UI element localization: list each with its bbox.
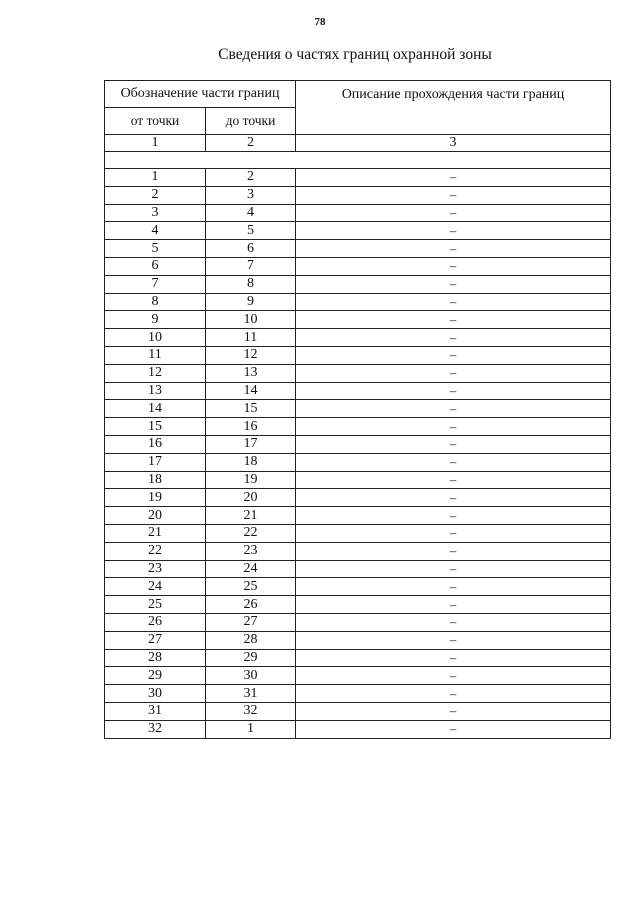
to-point-cell: 7 — [206, 257, 296, 275]
to-point-cell: 17 — [206, 435, 296, 453]
table-row — [105, 186, 611, 204]
description-cell: – — [296, 418, 611, 436]
to-point-cell: 9 — [206, 293, 296, 311]
table-row — [105, 720, 611, 738]
table-row — [105, 418, 611, 436]
to-point-cell: 28 — [206, 631, 296, 649]
from-point-cell: 15 — [105, 418, 206, 436]
column-number: 3 — [296, 135, 611, 152]
table-row — [105, 435, 611, 453]
to-point-cell: 13 — [206, 364, 296, 382]
table-row — [105, 507, 611, 525]
to-point-cell: 5 — [206, 222, 296, 240]
description-cell: – — [296, 204, 611, 222]
description-cell: – — [296, 667, 611, 685]
table-row — [105, 240, 611, 258]
table-row — [105, 204, 611, 222]
description-cell: – — [296, 720, 611, 738]
description-cell: – — [296, 489, 611, 507]
table-row — [105, 169, 611, 187]
description-cell: – — [296, 685, 611, 703]
description-cell: – — [296, 275, 611, 293]
table-row — [105, 222, 611, 240]
description-cell: – — [296, 471, 611, 489]
description-cell: – — [296, 311, 611, 329]
description-cell: – — [296, 400, 611, 418]
to-point-cell: 2 — [206, 169, 296, 187]
to-point-cell: 18 — [206, 453, 296, 471]
from-point-cell: 18 — [105, 471, 206, 489]
from-point-cell: 26 — [105, 613, 206, 631]
page-number: 78 — [314, 16, 326, 28]
description-cell: – — [296, 257, 611, 275]
description-cell: – — [296, 507, 611, 525]
from-point-cell: 17 — [105, 453, 206, 471]
from-point-cell: 27 — [105, 631, 206, 649]
table-row — [105, 542, 611, 560]
table-row — [105, 311, 611, 329]
empty-separator-row — [105, 152, 611, 169]
description-cell: – — [296, 453, 611, 471]
description-cell: – — [296, 702, 611, 720]
table-row — [105, 453, 611, 471]
description-cell: – — [296, 560, 611, 578]
description-cell: – — [296, 649, 611, 667]
header-to-point: до точки — [206, 108, 296, 135]
description-cell: – — [296, 382, 611, 400]
to-point-cell: 32 — [206, 702, 296, 720]
table-row — [105, 346, 611, 364]
description-cell: – — [296, 578, 611, 596]
column-number-row — [105, 135, 611, 152]
to-point-cell: 31 — [206, 685, 296, 703]
table-row — [105, 685, 611, 703]
from-point-cell: 14 — [105, 400, 206, 418]
boundary-parts-table — [104, 80, 611, 739]
from-point-cell: 3 — [105, 204, 206, 222]
description-cell: – — [296, 596, 611, 614]
table-row — [105, 489, 611, 507]
description-cell: – — [296, 524, 611, 542]
table-row — [105, 649, 611, 667]
description-cell: – — [296, 435, 611, 453]
table-row — [105, 293, 611, 311]
from-point-cell: 19 — [105, 489, 206, 507]
table-row — [105, 631, 611, 649]
table-row — [105, 524, 611, 542]
from-point-cell: 24 — [105, 578, 206, 596]
from-point-cell: 28 — [105, 649, 206, 667]
to-point-cell: 23 — [206, 542, 296, 560]
from-point-cell: 2 — [105, 186, 206, 204]
to-point-cell: 20 — [206, 489, 296, 507]
to-point-cell: 16 — [206, 418, 296, 436]
column-number: 1 — [105, 135, 206, 152]
to-point-cell: 30 — [206, 667, 296, 685]
to-point-cell: 27 — [206, 613, 296, 631]
description-cell: – — [296, 169, 611, 187]
from-point-cell: 5 — [105, 240, 206, 258]
description-cell: – — [296, 542, 611, 560]
to-point-cell: 8 — [206, 275, 296, 293]
table-row — [105, 596, 611, 614]
from-point-cell: 8 — [105, 293, 206, 311]
table-row — [105, 400, 611, 418]
from-point-cell: 22 — [105, 542, 206, 560]
description-cell: – — [296, 364, 611, 382]
table-row — [105, 329, 611, 347]
to-point-cell: 11 — [206, 329, 296, 347]
to-point-cell: 14 — [206, 382, 296, 400]
description-cell: – — [296, 186, 611, 204]
table-row — [105, 364, 611, 382]
from-point-cell: 4 — [105, 222, 206, 240]
table-row — [105, 257, 611, 275]
description-cell: – — [296, 613, 611, 631]
column-number: 2 — [206, 135, 296, 152]
description-cell: – — [296, 329, 611, 347]
from-point-cell: 25 — [105, 596, 206, 614]
document-title: Сведения о частях границ охранной зоны — [218, 46, 492, 63]
table-row — [105, 471, 611, 489]
table-header-row — [105, 81, 611, 108]
from-point-cell: 9 — [105, 311, 206, 329]
header-boundary-designation: Обозначение части границ — [105, 81, 296, 108]
from-point-cell: 10 — [105, 329, 206, 347]
from-point-cell: 11 — [105, 346, 206, 364]
description-cell: – — [296, 346, 611, 364]
to-point-cell: 6 — [206, 240, 296, 258]
to-point-cell: 19 — [206, 471, 296, 489]
table-row — [105, 613, 611, 631]
from-point-cell: 6 — [105, 257, 206, 275]
description-cell: – — [296, 293, 611, 311]
table-row — [105, 560, 611, 578]
header-description: Описание прохождения части границ — [296, 81, 611, 135]
table-row — [105, 578, 611, 596]
to-point-cell: 3 — [206, 186, 296, 204]
table-row — [105, 275, 611, 293]
from-point-cell: 21 — [105, 524, 206, 542]
from-point-cell: 20 — [105, 507, 206, 525]
to-point-cell: 26 — [206, 596, 296, 614]
to-point-cell: 12 — [206, 346, 296, 364]
from-point-cell: 31 — [105, 702, 206, 720]
from-point-cell: 13 — [105, 382, 206, 400]
table-row — [105, 702, 611, 720]
table-row — [105, 667, 611, 685]
to-point-cell: 29 — [206, 649, 296, 667]
to-point-cell: 4 — [206, 204, 296, 222]
to-point-cell: 21 — [206, 507, 296, 525]
to-point-cell: 25 — [206, 578, 296, 596]
to-point-cell: 24 — [206, 560, 296, 578]
description-cell: – — [296, 222, 611, 240]
table-row — [105, 382, 611, 400]
from-point-cell: 30 — [105, 685, 206, 703]
empty-separator-cell — [105, 152, 611, 169]
from-point-cell: 7 — [105, 275, 206, 293]
from-point-cell: 23 — [105, 560, 206, 578]
from-point-cell: 16 — [105, 435, 206, 453]
to-point-cell: 10 — [206, 311, 296, 329]
description-cell: – — [296, 240, 611, 258]
from-point-cell: 12 — [105, 364, 206, 382]
from-point-cell: 32 — [105, 720, 206, 738]
from-point-cell: 29 — [105, 667, 206, 685]
to-point-cell: 1 — [206, 720, 296, 738]
description-cell: – — [296, 631, 611, 649]
from-point-cell: 1 — [105, 169, 206, 187]
header-from-point: от точки — [105, 108, 206, 135]
to-point-cell: 22 — [206, 524, 296, 542]
to-point-cell: 15 — [206, 400, 296, 418]
